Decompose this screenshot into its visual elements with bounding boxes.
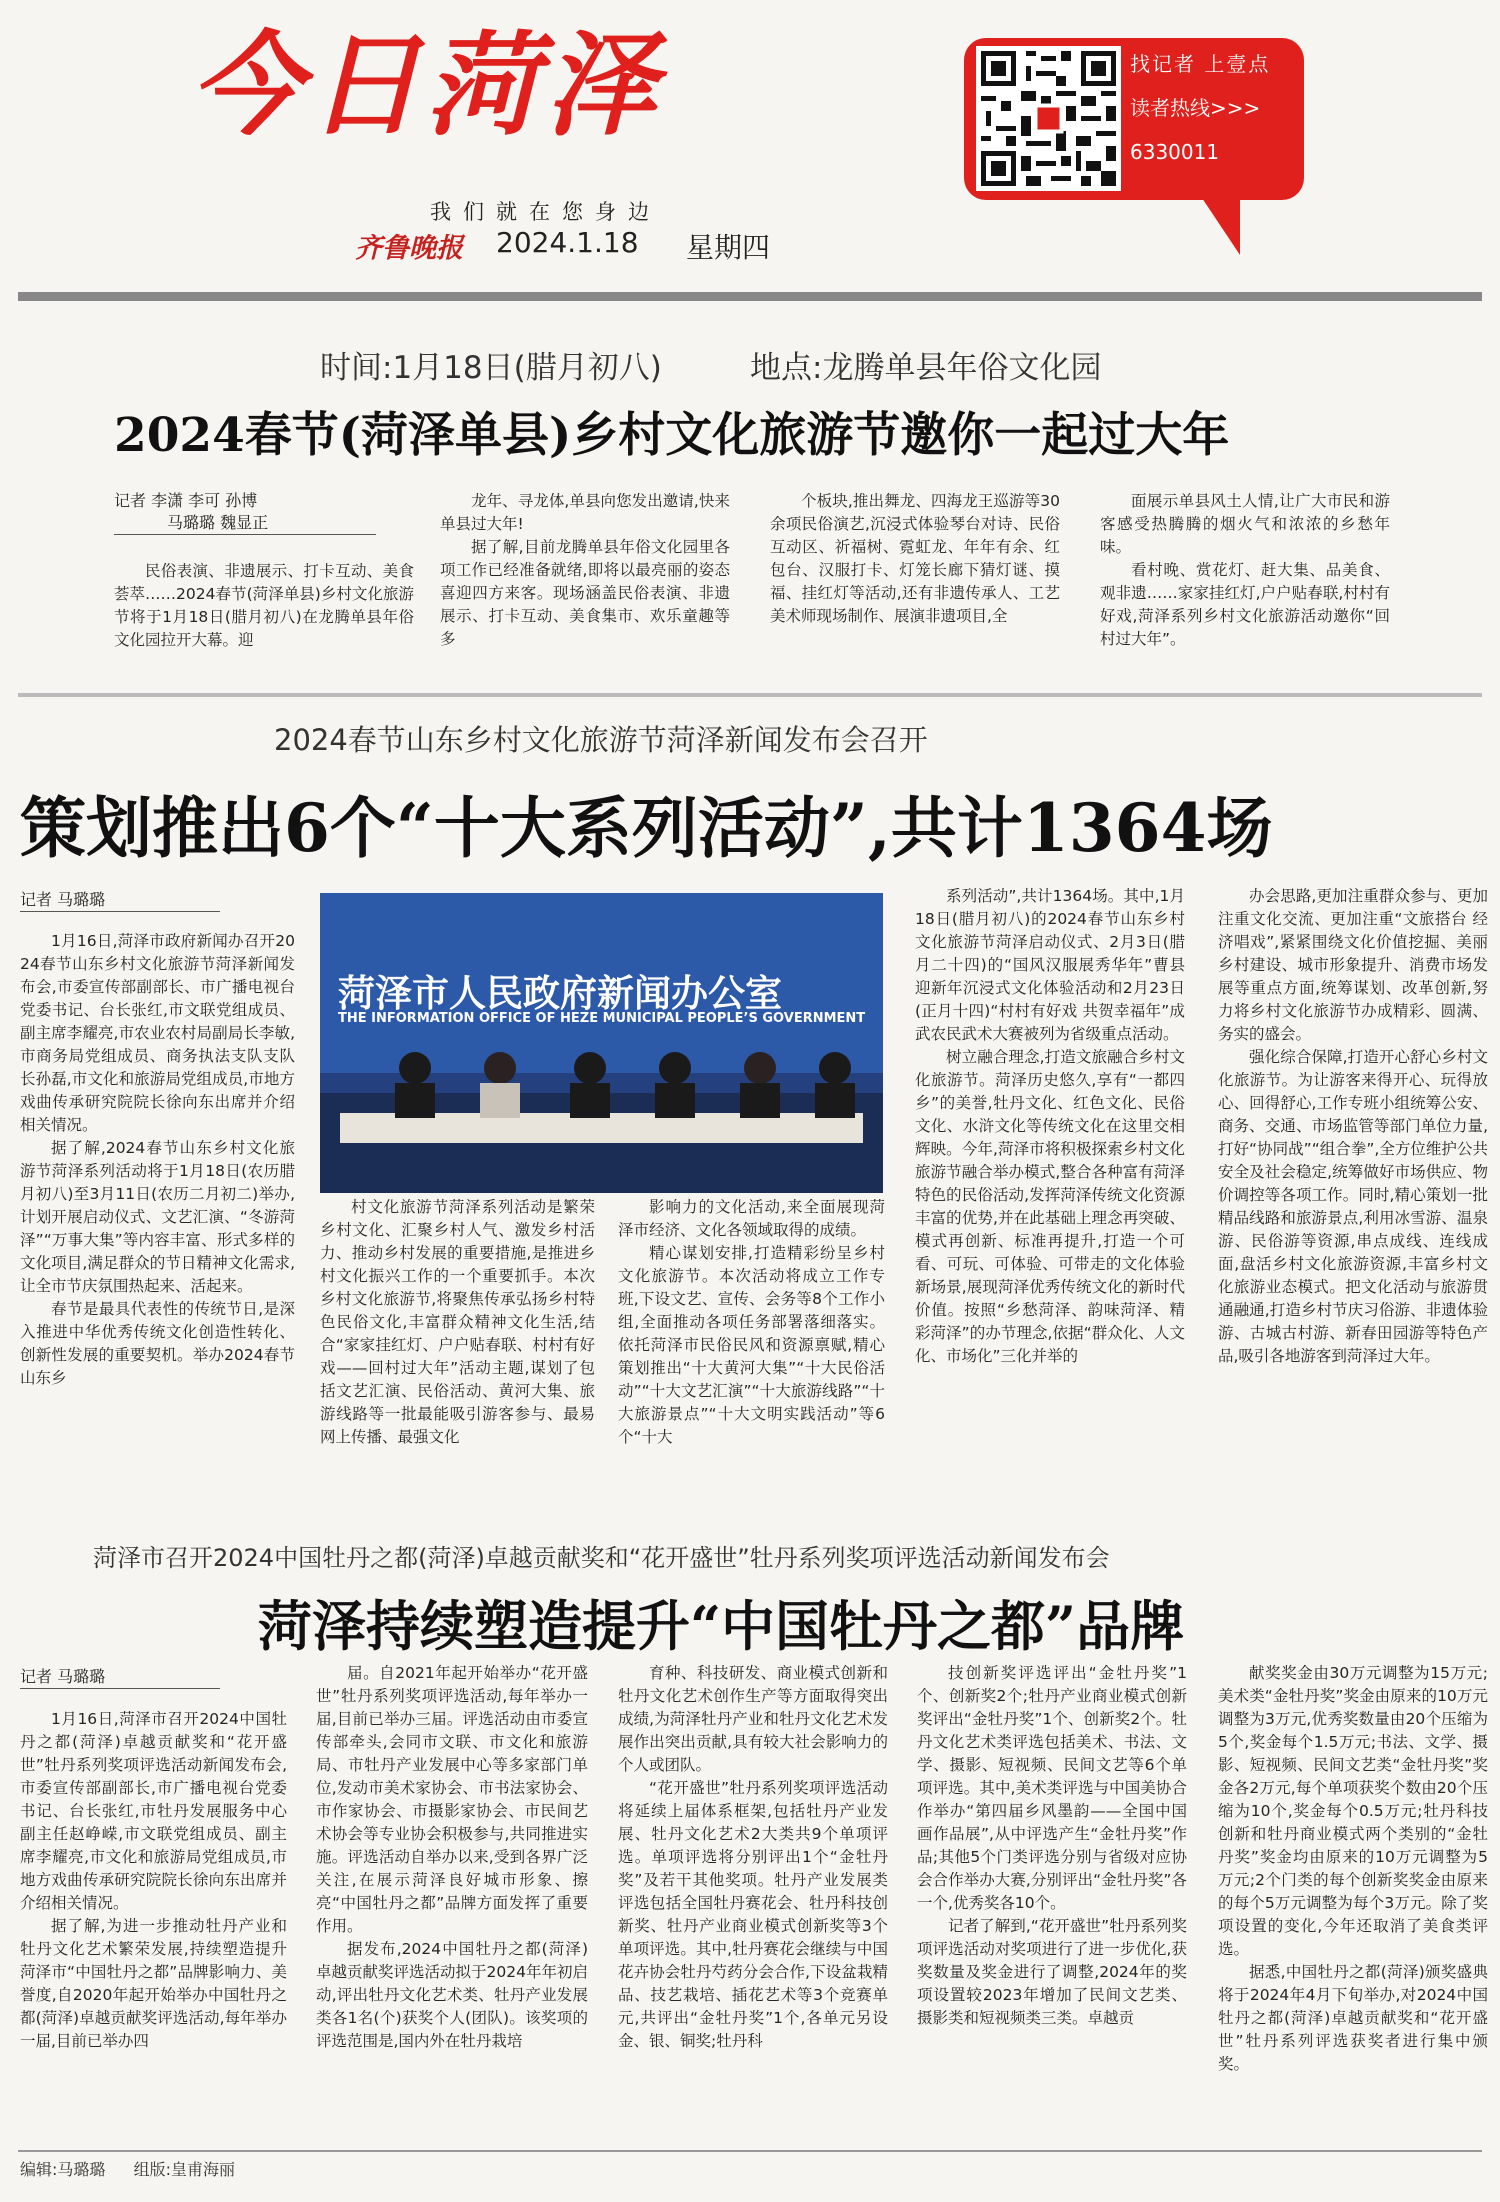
article1-headline: 2024春节(菏泽单县)乡村文化旅游节邀你一起过大年 xyxy=(114,408,1230,463)
paragraph: 系列活动”,共计1364场。其中,1月18日(腊月初八)的2024春节山东乡村文化旅游节菏泽启动仪式、2月3日(腊月二十四)的“国风汉服展秀华年”曹县迎新年沉浸式文化体验活动和2月23日(正月十四)“村村有好戏 共贺幸福年”成武农民武术大赛被列为省级重点活动。 xyxy=(915,887,1185,1043)
paragraph: 据了解,目前龙腾单县年俗文化园里各项工作已经准备就绪,即将以最亮丽的姿态喜迎四方来客。现场涵盖民俗表演、非遗展示、打卡互动、美食集市、欢乐童趣等多 xyxy=(440,538,730,648)
article1-col-2 xyxy=(440,490,730,660)
paragraph: 育种、科技研发、商业模式创新和牡丹文化艺术创作生产等方面取得突出成绩,为菏泽牡丹产业和牡丹文化艺术发展作出突出贡献,具有较大社会影响力的个人或团队。 xyxy=(618,1664,888,1774)
bubble-tail xyxy=(1200,195,1240,255)
section-rule-1 xyxy=(18,693,1482,697)
paragraph: 据了解,为进一步推动牡丹产业和牡丹文化艺术繁荣发展,持续塑造提升菏泽市“中国牡丹之都”品牌影响力、美誉度,自2020年起开始举办中国牡丹之都(菏泽)卓越贡献奖评选活动,每年举办一届,目前已举办四 xyxy=(20,1917,287,2050)
photo-sign-chinese: 菏泽市人民政府新闻办公室 xyxy=(338,972,782,1015)
hotline-number[interactable]: 6330011 xyxy=(1130,140,1220,164)
article2-col-1 xyxy=(20,930,295,1502)
masthead-rule xyxy=(18,292,1482,301)
paragraph: 村文化旅游节菏泽系列活动是繁荣乡村文化、汇聚乡村人气、激发乡村活力、推动乡村发展的重要措施,是推进乡村文化振兴工作的一个重要抓手。本次乡村文化旅游节,将聚焦传承弘扬乡村特色民俗文化,丰富群众精神文化生活,结合“家家挂红灯、户户贴春联、村村有好戏——回村过大年”活动主题,谋划了包括文艺汇演、民俗活动、黄河大集、旅游线路等一批最能吸引游客参与、最易网上传播、最强文化 xyxy=(320,1198,595,1446)
issue-date: 2024.1.18 xyxy=(496,226,639,259)
paragraph: 办会思路,更加注重群众参与、更加注重文化交流、更加注重“文旅搭台 经济唱戏”,紧紧围绕文化价值挖掘、美丽乡村建设、城市形象提升、消费市场发展等重点方面,统筹谋划、改革创新,努力将乡村文化旅游节办成精彩、圆满、务实的盛会。 xyxy=(1218,887,1488,1043)
article1-col-1 xyxy=(114,560,414,660)
paragraph: 1月16日,菏泽市召开2024中国牡丹之都(菏泽)卓越贡献奖和“花开盛世”牡丹系列奖项评选活动新闻发布会,市委宣传部副部长,市广播电视台党委书记、台长张红,市牡丹发展服务中心副主任赵峥嵘,市文联党组成员、副主席李耀亮,市文化和旅游局党组成员,市地方戏曲传承研究院院长徐向东出席并介绍相关情况。 xyxy=(20,1710,287,1912)
press-conference-photo xyxy=(320,893,883,1193)
paragraph: 民俗表演、非遗展示、打卡互动、美食荟萃……2024春节(菏泽单县)乡村文化旅游节将于1月18日(腊月初八)在龙腾单县年俗文化园拉开大幕。迎 xyxy=(114,562,414,649)
article3-byline: 记者 马璐璐 xyxy=(20,1666,220,1689)
paragraph: “花开盛世”牡丹系列奖项评选活动将延续上届体系框架,包括牡丹产业发展、牡丹文化艺术2大类共9个单项评选。单项评选将分别评出1个“金牡丹奖”及若干其他奖项。牡丹产业发展类评选包括全国牡丹赛花会、牡丹科技创新奖、牡丹产业商业模式创新奖等3个单项评选。其中,牡丹赛花会继续与中国花卉协会牡丹芍药分会合作,下设盆栽精品、技艺栽培、插花艺术等3个竞赛单元,共评出“金牡丹奖”1个,各单元另设金、银、铜奖;牡丹科 xyxy=(618,1779,888,2050)
article2-col-4 xyxy=(915,885,1185,1502)
paragraph: 据悉,中国牡丹之都(菏泽)颁奖盛典将于2024年4月下旬举办,对2024中国牡丹之都(菏泽)卓越贡献奖和“花开盛世”牡丹系列评选获奖者进行集中颁奖。 xyxy=(1218,1963,1488,2073)
paragraph: 个板块,推出舞龙、四海龙王巡游等30余项民俗演艺,沉浸式体验琴台对诗、民俗互动区、祈福树、霓虹龙、年年有余、红包台、汉服打卡、灯笼长廊下猜灯谜、摸福、挂红灯等活动,还有非遗传承人、工艺美术师现场制作、展演非遗项目,全 xyxy=(770,492,1060,625)
paragraph: 届。自2021年起开始举办“花开盛世”牡丹系列奖项评选活动,每年举办一届,目前已举办三届。评选活动由市委宣传部牵头,会同市文联、市文化和旅游局、市牡丹产业发展中心等多家部门单位,发动市美术家协会、市书法家协会、市作家协会、市摄影家协会、市民间艺术协会等专业协会积极参与,共同推进实施。评选活动自举办以来,受到各界广泛关注,在展示菏泽良好城市形象、擦亮“中国牡丹之都”品牌方面发挥了重要作用。 xyxy=(316,1664,588,1935)
qr-code-icon[interactable] xyxy=(976,46,1121,191)
article3-col-3 xyxy=(618,1662,888,2142)
paragraph: 树立融合理念,打造文旅融合乡村文化旅游节。菏泽历史悠久,享有“一都四乡”的美誉,牡丹文化、红色文化、民俗文化、水浒文化等传统文化在这里交相辉映。今年,菏泽市将积极探索乡村文化旅游节融合举办模式,整合各种富有菏泽特色的民俗活动,发挥菏泽传统文化资源丰富的优势,并在此基础上理念再突破、模式再创新、标准再提升,打造一个可看、可玩、可体验、可带走的文化体验新场景,展现菏泽优秀传统文化的新时代价值。按照“乡愁菏泽、韵味菏泽、精彩菏泽”的办节理念,依据“群众化、人文化、市场化”三化并举的 xyxy=(915,1048,1185,1365)
article2-byline: 记者 马璐璐 xyxy=(20,889,220,912)
issue-weekday: 星期四 xyxy=(686,231,771,264)
article2-col-3 xyxy=(618,1196,885,1502)
article3-col-4 xyxy=(917,1662,1187,2142)
masthead-title: 今日菏泽 xyxy=(190,21,662,151)
paragraph: 1月16日,菏泽市政府新闻办召开2024春节山东乡村文化旅游节菏泽新闻发布会,市委宣传部副部长、市广播电视台党委书记、台长张红,市文联党组成员、副主席李耀亮,市农业农村局副局长李敏,市商务局党组成员、商务执法支队支队长孙磊,市文化和旅游局党组成员,市地方戏曲传承研究院院长徐向东出席并介绍相关情况。 xyxy=(20,932,295,1134)
brand-logo: 齐鲁晚报 xyxy=(355,233,463,264)
article2-col-5 xyxy=(1218,885,1488,1502)
paragraph: 据发布,2024中国牡丹之都(菏泽)卓越贡献奖评选活动拟于2024年年初启动,评出牡丹文化艺术类、牡丹产业发展类各1名(个)获奖个人(团队)。该奖项的评选范围是,国内外在牡丹栽培 xyxy=(316,1940,588,2050)
article2-subhead: 2024春节山东乡村文化旅游节菏泽新闻发布会召开 xyxy=(274,723,928,757)
paragraph: 记者了解到,“花开盛世”牡丹系列奖项评选活动对奖项进行了进一步优化,获奖数量及奖金进行了调整,2024年的奖项设置较2023年增加了民间文艺类、摄影类和短视频类三类。卓越贡 xyxy=(917,1917,1187,2027)
article3-col-2 xyxy=(316,1662,588,2142)
layout-credit: 组版:皇甫海丽 xyxy=(133,2160,235,2179)
article2-headline: 策划推出6个“十大系列活动”,共计1364场 xyxy=(20,789,1273,867)
byline-line-1: 记者 李潇 李可 孙博 xyxy=(114,491,258,510)
paragraph: 据了解,2024春节山东乡村文化旅游节菏泽系列活动将于1月18日(农历腊月初八)至3月11日(农历二月初二)举办,计划开展启动仪式、文艺汇演、“冬游菏泽”“万事大集”等内容丰富、形式多样的文化项目,满足群众的节日精神文化需求,让全市节庆氛围热起来、活起来。 xyxy=(20,1139,295,1295)
photo-sign-english: THE INFORMATION OFFICE OF HEZE MUNICIPAL PEOPLE’S GOVERNMENT xyxy=(338,1011,866,1026)
paragraph: 看村晚、赏花灯、赶大集、品美食、观非遗……家家挂红灯,户户贴春联,村村有好戏,菏泽系列乡村文化旅游活动邀你“回村过大年”。 xyxy=(1100,561,1390,648)
paragraph: 精心谋划安排,打造精彩纷呈乡村文化旅游节。本次活动将成立工作专班,下设文艺、宣传、会务等8个工作小组,全面推动各项任务部署落细落实。依托菏泽市民俗民风和资源禀赋,精心策划推出“十大黄河大集”“十大民俗活动”“十大文艺汇演”“十大旅游线路”“十大旅游景点”“十大文明实践活动”等6个“十大 xyxy=(618,1244,885,1446)
editor-credit: 编辑:马璐璐 xyxy=(20,2160,106,2179)
article3-headline: 菏泽持续塑造提升“中国牡丹之都”品牌 xyxy=(258,1594,1185,1658)
reporter-contact-label: 找记者 上壹点 xyxy=(1130,52,1271,76)
footer-credits xyxy=(20,2157,235,2180)
article1-col-4 xyxy=(1100,490,1390,660)
byline-line-2: 马璐璐 魏显正 xyxy=(114,512,376,535)
event-time: 时间:1月18日(腊月初八) xyxy=(320,350,662,386)
paragraph: 强化综合保障,打造开心舒心乡村文化旅游节。为让游客来得开心、玩得放心、回得舒心,工作专班小组统筹公安、商务、交通、市场监管等部门单位力量,打好“协同战”“组合拳”,全方位维护公共安全及社会稳定,统筹做好市场供应、物价调控等各项工作。同时,精心策划一批精品线路和旅游景点,利用冰雪游、温泉游、民俗游等资源,串点成线、连线成面,盘活乡村文化旅游资源,丰富乡村文化旅游业态模式。把文化活动与旅游贯通融通,打造乡村节庆习俗游、非遗体验游、古城古村游、新春田园游等特色产品,吸引各地游客到菏泽过大年。 xyxy=(1218,1048,1488,1365)
paragraph: 影响力的文化活动,来全面展现菏泽市经济、文化各领域取得的成绩。 xyxy=(618,1198,885,1239)
footer-rule xyxy=(18,2150,1482,2152)
paragraph: 春节是最具代表性的传统节日,是深入推进中华优秀传统文化创造性转化、创新性发展的重要契机。举办2024春节山东乡 xyxy=(20,1300,295,1387)
paragraph: 技创新奖评选评出“金牡丹奖”1个、创新奖2个;牡丹产业商业模式创新奖评出“金牡丹奖”1个、创新奖2个。牡丹文化艺术类评选包括美术、书法、文学、摄影、短视频、民间文艺等6个单项评选。其中,美术类评选与中国美协合作举办“第四届乡风墨韵——全国中国画作品展”,从中评选产生“金牡丹奖”作品;其他5个门类评选分别与省级对应协会合作举办大赛,分别评出“金牡丹奖”各一个,优秀奖各10个。 xyxy=(917,1664,1187,1912)
article3-col-1 xyxy=(20,1708,287,2142)
paragraph: 献奖奖金由30万元调整为15万元;美术类“金牡丹奖”奖金由原来的10万元调整为3万元,优秀奖数量由20个压缩为5个,奖金每个1.5万元;书法、文学、摄影、短视频、民间文艺类“金牡丹奖”奖金各2万元,每个单项获奖个数由20个压缩为10个,奖金每个0.5万元;牡丹科技创新和牡丹商业模式两个类别的“金牡丹奖”奖金均由原来的10万元调整为5万元;2个门类的每个创新奖奖金由原来的每个5万元调整为每个3万元。除了奖项设置的变化,今年还取消了美食类评选。 xyxy=(1218,1664,1488,1958)
article1-col-3 xyxy=(770,490,1060,660)
article1-byline xyxy=(114,490,376,535)
article3-col-5 xyxy=(1218,1662,1488,2142)
paragraph: 面展示单县风土人情,让广大市民和游客感受热腾腾的烟火气和浓浓的乡愁年味。 xyxy=(1100,492,1390,556)
article2-col-2 xyxy=(320,1196,595,1502)
article3-subhead: 菏泽市召开2024中国牡丹之都(菏泽)卓越贡献奖和“花开盛世”牡丹系列奖项评选活动新闻发布会 xyxy=(93,1544,1110,1572)
event-place: 地点:龙腾单县年俗文化园 xyxy=(750,350,1102,386)
hotline-label: 读者热线>>> xyxy=(1130,96,1261,120)
masthead-slogan: 我们就在您身边 xyxy=(430,200,661,224)
paragraph: 龙年、寻龙体,单县向您发出邀请,快来单县过大年! xyxy=(440,492,730,533)
